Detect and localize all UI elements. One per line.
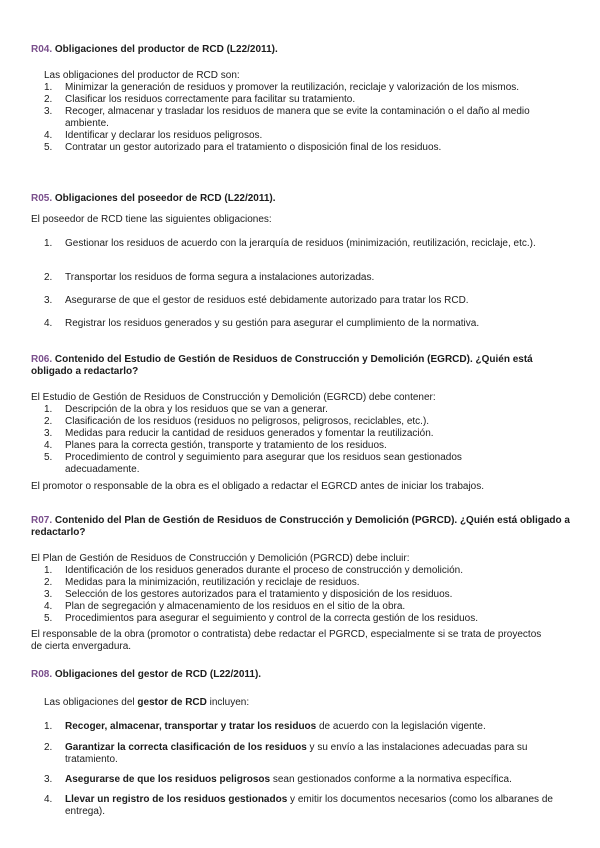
- list-item: 3. Asegurarse de que los residuos peligrosos sean gestionados conforme a la normativa específica.: [44, 774, 512, 785]
- list-item: 5. Procedimientos para asegurar el seguimiento y control de la correcta gestión de los residuos.: [44, 613, 478, 624]
- list-item: 2. Medidas para la minimización, reutilización y reciclaje de residuos.: [44, 577, 360, 588]
- section-r05-list: [44, 238, 574, 250]
- list-item: 1. Descripción de la obra y los residuos que se van a generar.: [44, 404, 328, 415]
- list-item: 3. Selección de los gestores autorizados para el tratamiento y disposición de los residuos.: [44, 589, 453, 600]
- list-item: 1. Identificación de los residuos generados durante el proceso de construcción y demolición.: [44, 565, 464, 576]
- list-item: 4. Plan de segregación y almacenamiento de los residuos en el sitio de la obra.: [44, 601, 406, 612]
- list-item: 4. Planes para la correcta gestión, transporte y tratamiento de los residuos.: [44, 440, 387, 451]
- list-item: 1. Gestionar los residuos de acuerdo con la jerarquía de residuos (minimización, reutilización, reciclaje, etc.).: [44, 238, 536, 249]
- list-item: 4. Identificar y declarar los residuos peligrosos.: [44, 130, 263, 141]
- list-item: 4. Registrar los residuos generados y su gestión para asegurar el cumplimiento de la normativa.: [44, 318, 480, 329]
- list-item: 2. Clasificar los residuos correctamente para facilitar su tratamiento.: [44, 94, 356, 105]
- section-r08-heading: R08. Obligaciones del gestor de RCD (L22/2011).: [31, 669, 262, 680]
- section-r07-outro: El responsable de la obra (promotor o contratista) debe redactar el PGRCD, especialmente si se trata de proyectos de cierta envergadura.: [31, 629, 542, 652]
- section-r06-heading: R06. Contenido del Estudio de Gestión de Residuos de Construcción y Demolición (EGRCD). ¿Quién está obligado a redactarlo?: [31, 354, 533, 377]
- list-item: 5. Contratar un gestor autorizado para el tratamiento o disposición final de los residuos.: [44, 142, 442, 153]
- list-item: 2. Clasificación de los residuos (residuos no peligrosos, peligrosos, reciclables, etc.).: [44, 416, 430, 427]
- section-r04-list: [44, 82, 574, 154]
- list-item: 3. Asegurarse de que el gestor de residuos esté debidamente autorizado para tratar los RCD.: [44, 295, 469, 306]
- list-item: 3. Recoger, almacenar y trasladar los residuos de manera que se evite la contaminación o el daño al medio ambiente.: [44, 106, 530, 129]
- section-code: R04.: [31, 44, 53, 55]
- list-item: 2. Garantizar la correcta clasificación de los residuos y su envío a las instalaciones adecuadas para su tratamiento.: [44, 742, 528, 765]
- section-r06-list: [44, 404, 574, 476]
- list-item: 5. Procedimiento de control y seguimiento para asegurar que los residuos sean gestionados adecuadamente.: [44, 452, 462, 475]
- section-r07-heading: R07. Contenido del Plan de Gestión de Residuos de Construcción y Demolición (PGRCD). ¿Quién está obligado a redactarlo?: [31, 515, 570, 538]
- section-r08-list: [44, 721, 574, 733]
- section-r07-list: [44, 565, 574, 625]
- list-item: 1. Recoger, almacenar, transportar y tratar los residuos de acuerdo con la legislación vigente.: [44, 721, 486, 732]
- section-r04-intro: Las obligaciones del productor de RCD son:: [44, 70, 240, 81]
- section-r06-outro: El promotor o responsable de la obra es el obligado a redactar el EGRCD antes de iniciar los trabajos.: [31, 481, 485, 492]
- section-r06-intro: El Estudio de Gestión de Residuos de Construcción y Demolición (EGRCD) debe contener:: [31, 392, 436, 403]
- section-title: Obligaciones del productor de RCD (L22/2011).: [54, 44, 278, 55]
- list-item: 1. Minimizar la generación de residuos y promover la reutilización, reciclaje y valorización de los mismos.: [44, 82, 520, 93]
- section-r08-intro: Las obligaciones del gestor de RCD incluyen:: [44, 697, 250, 708]
- list-item: 2. Transportar los residuos de forma segura a instalaciones autorizadas.: [44, 272, 375, 283]
- section-r04-heading: [31, 44, 571, 56]
- list-item: 3. Medidas para reducir la cantidad de residuos generados y fomentar la reutilización.: [44, 428, 434, 439]
- list-item: 4. Llevar un registro de los residuos gestionados y emitir los documentos necesarios (como los albaranes de entrega).: [44, 794, 553, 817]
- section-r07-intro: El Plan de Gestión de Residuos de Construcción y Demolición (PGRCD) debe incluir:: [31, 553, 410, 564]
- section-r05-heading: R05. Obligaciones del poseedor de RCD (L22/2011).: [31, 193, 276, 204]
- section-r05-intro: El poseedor de RCD tiene las siguientes obligaciones:: [31, 214, 272, 225]
